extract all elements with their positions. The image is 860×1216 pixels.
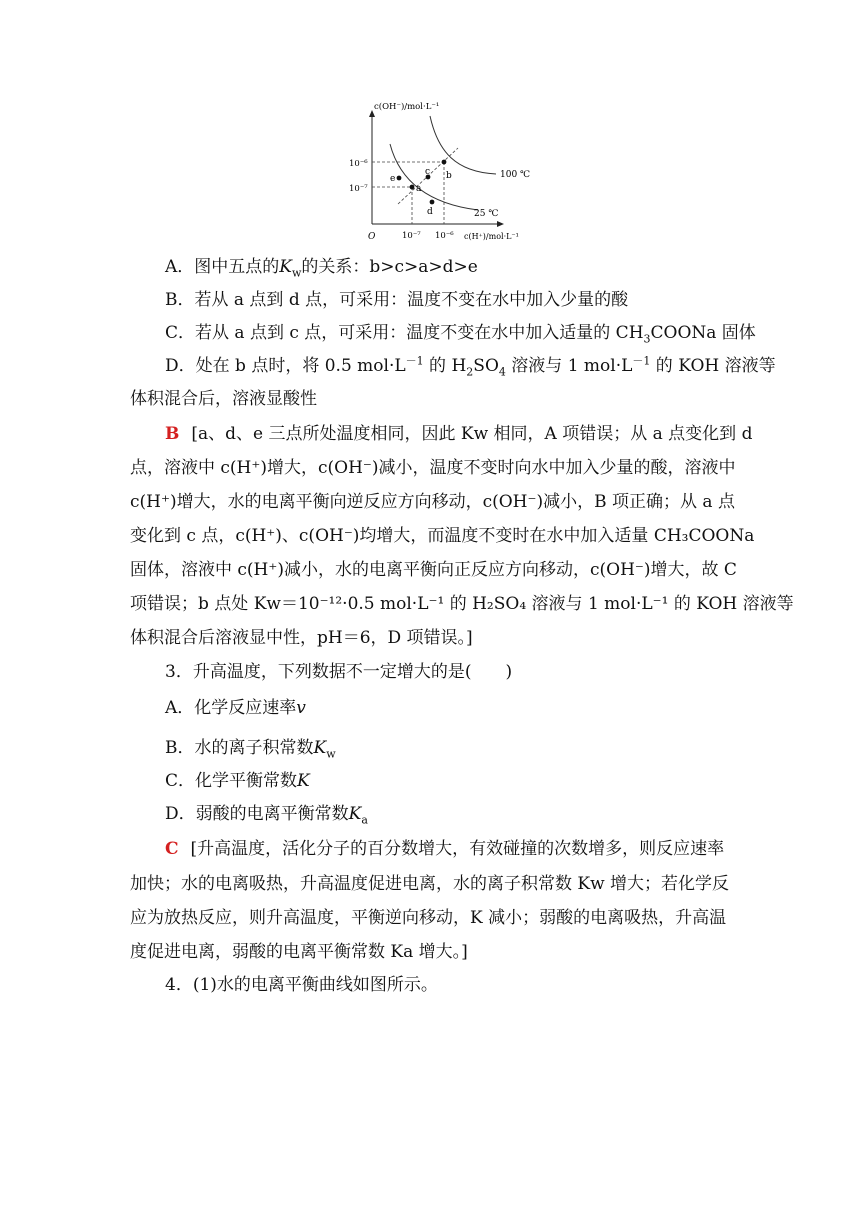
q3-option-a (165, 697, 734, 719)
q2-option-d-part4: 溶液与 1 mol·L (505, 356, 633, 376)
q2-answer-letter: B (165, 424, 180, 444)
q3-explanation-line-4: 度促进电离，弱酸的电离平衡常数 Ka 增大。] (130, 942, 468, 962)
y-tick-1e-7: 10⁻⁷ (349, 184, 368, 194)
q2-option-d (165, 354, 776, 379)
q2-option-a-tail: 的关系：b>c>a>d>e (301, 257, 478, 277)
q3-option-d (165, 803, 734, 825)
q2-explanation-line-1 (165, 423, 753, 445)
q2-option-d-sup2: －1 (632, 354, 651, 368)
q3-explanation-line-1 (165, 838, 734, 860)
q3-option-b-sub: w (326, 747, 336, 761)
q2-option-d-sub4: 4 (498, 365, 506, 379)
point-d (430, 200, 435, 205)
q3-option-b-k: K (313, 738, 327, 758)
q2-explanation-line-6: 项错误；b 点处 Kw＝10⁻¹²·0.5 mol·L⁻¹ 的 H₂SO₄ 溶液与 1 mol·L⁻¹ 的 KOH 溶液等 (130, 594, 794, 614)
q2-option-c-sub: 3 (643, 332, 651, 346)
q3-exp-l1: [升高温度，活化分子的百分数增大，有效碰撞的次数增多，则反应速率 (190, 839, 725, 859)
q2-option-a (165, 256, 734, 278)
q3-option-b-text: B．水的离子积常数 (165, 738, 314, 758)
q3-explanation-line-2: 加快；水的电离吸热，升高温度促进电离，水的离子积常数 Kw 增大；若化学反 (130, 874, 730, 894)
q3-answer-letter: C (165, 839, 179, 859)
q2-option-c-head: C．若从 a 点到 c 点，可采用：温度不变在水中加入适量的 CH (165, 323, 644, 343)
q2-explanation-line-5: 固体，溶液中 c(H⁺)减小，水的电离平衡向正反应方向移动，c(OH⁻)增大，故 C (130, 560, 737, 580)
x-axis-label: c(H⁺)/mol·L⁻¹ (464, 232, 519, 241)
q3-option-c-text: C．化学平衡常数 (165, 771, 298, 791)
q2-option-a-kw-sub: w (291, 266, 302, 280)
q2-option-d-part2: 的 H (423, 356, 467, 376)
y-axis-label: c(OH⁻)/mol·L⁻¹ (374, 102, 440, 112)
point-e (397, 176, 402, 181)
q3-option-a-v: v (296, 698, 306, 718)
y-tick-1e-6: 10⁻⁶ (349, 159, 368, 169)
q2-option-d-part1: D．处在 b 点时，将 0.5 mol·L (165, 356, 406, 376)
q2-option-d-sub2: 2 (466, 365, 474, 379)
q2-explanation-line-4: 变化到 c 点，c(H⁺)、c(OH⁻)均增大，而温度不变时在水中加入适量 CH₃COONa (130, 526, 755, 546)
q2-option-d-part3: SO (473, 356, 499, 376)
q3-option-c (165, 770, 734, 792)
q3-option-b (165, 737, 734, 759)
q2-option-c-tail: COONa 固体 (650, 323, 756, 343)
point-c-label: c (425, 167, 431, 177)
q3-option-d-text: D．弱酸的电离平衡常数 (165, 804, 349, 824)
point-b-label: b (446, 171, 452, 181)
q2-explanation-line-3: c(H⁺)增大，水的电离平衡向逆反应方向移动，c(OH⁻)减小，B 项正确；从 a 点 (130, 492, 735, 512)
q2-option-a-kw: K (279, 257, 292, 277)
q2-option-b: B．若从 a 点到 d 点，可采用：温度不变在水中加入少量的酸 (165, 290, 629, 310)
q3-stem: 3．升高温度，下列数据不一定增大的是( ) (165, 662, 513, 682)
kw-curve-svg (338, 100, 550, 250)
x-tick-1e-6: 10⁻⁶ (435, 231, 454, 241)
x-tick-1e-7: 10⁻⁷ (402, 231, 421, 241)
q2-explanation-line-2: 点，溶液中 c(H⁺)增大，c(OH⁻)减小，温度不变时向水中加入少量的酸，溶液中 (130, 458, 736, 478)
q2-option-d-part5: 的 KOH 溶液等 (650, 356, 776, 376)
point-b (442, 160, 447, 165)
q2-option-c (165, 322, 756, 346)
q3-explanation-line-3: 应为放热反应，则升高温度，平衡逆向移动，K 减小；弱酸的电离吸热，升高温 (130, 908, 727, 928)
point-d-label: d (427, 207, 433, 217)
q3-option-d-k: K (348, 804, 362, 824)
point-a (410, 185, 415, 190)
q3-option-d-sub: a (361, 813, 368, 827)
q2-option-a-text: A．图中五点的 (165, 257, 280, 277)
curve-25c (390, 144, 478, 210)
curve-100c-label: 100 ℃ (500, 170, 531, 180)
q2-option-d-sup1: －1 (405, 354, 424, 368)
point-e-label: e (390, 174, 396, 184)
x-axis-arrow (497, 221, 504, 227)
q2-option-d-line2: 体积混合后，溶液显酸性 (130, 389, 317, 409)
curve-25c-label: 25 ℃ (474, 209, 499, 219)
q4-stem: 4．(1)水的电离平衡曲线如图所示。 (165, 975, 438, 995)
q3-option-c-k: K (297, 771, 310, 791)
kw-curve-figure (338, 100, 550, 250)
q2-explanation-line-7: 体积混合后溶液显中性，pH＝6，D 项错误。] (130, 628, 473, 648)
q3-option-a-text: A．化学反应速率 (165, 698, 297, 718)
q2-exp-l1: [a、d、e 三点所处温度相同，因此 Kw 相同，A 项错误；从 a 点变化到 d (191, 424, 753, 444)
origin-label: O (368, 232, 376, 242)
point-a-label: a (416, 184, 422, 194)
